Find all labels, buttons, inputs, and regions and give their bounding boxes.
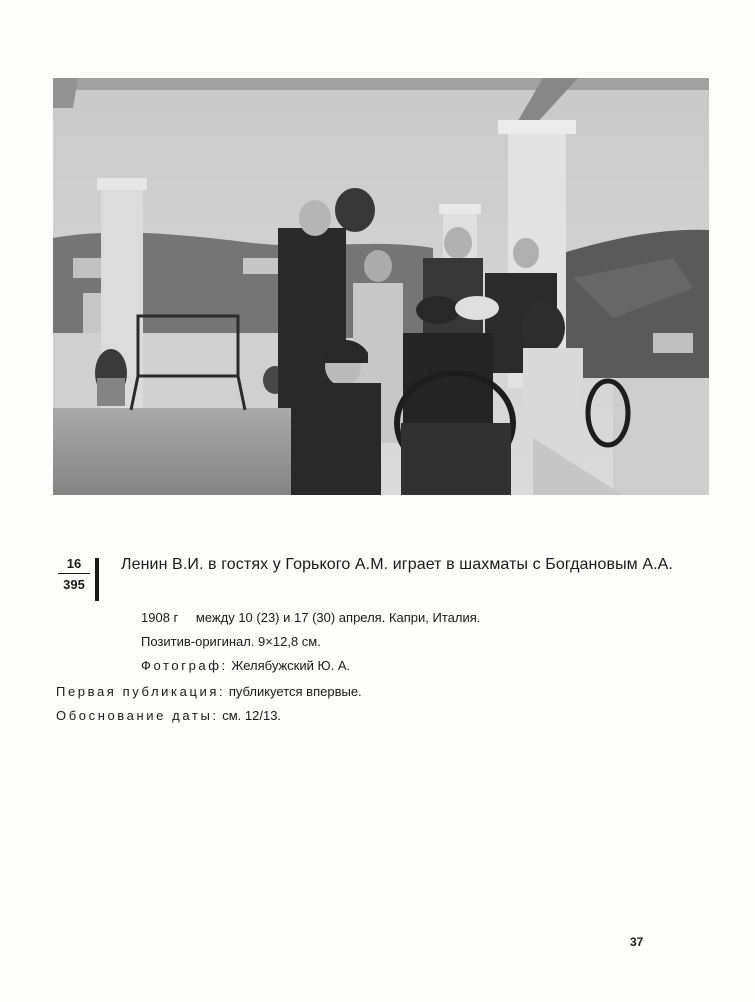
date-line	[141, 610, 480, 625]
date-basis-label: Обоснование даты:	[56, 708, 219, 723]
photo-caption: Ленин В.И. в гостях у Горького А.М. играет в шахматы с Богдановым А.А.	[121, 556, 673, 573]
publication-value: публикуется впервые.	[228, 684, 362, 699]
date-basis-value: см. 12/13.	[222, 708, 282, 723]
date-basis-line	[56, 708, 281, 723]
catalog-number: 16	[58, 556, 90, 574]
photograph-image	[53, 78, 709, 495]
photographer-line	[141, 658, 350, 673]
publication-label: Первая публикация:	[56, 684, 226, 699]
inventory-number: 395	[63, 577, 85, 592]
date-year: 1908 г	[141, 610, 179, 625]
format-line: Позитив-оригинал. 9×12,8 см.	[141, 634, 321, 649]
caption-divider	[95, 558, 99, 601]
photographer-label: Фотограф:	[141, 658, 228, 673]
photographer-value: Желябужский Ю. А.	[231, 658, 351, 673]
date-detail: между 10 (23) и 17 (30) апреля. Капри, Италия.	[195, 610, 481, 625]
historic-photograph	[53, 78, 709, 495]
record-number	[58, 556, 90, 592]
publication-line	[56, 684, 362, 699]
page-number: 37	[630, 935, 644, 949]
